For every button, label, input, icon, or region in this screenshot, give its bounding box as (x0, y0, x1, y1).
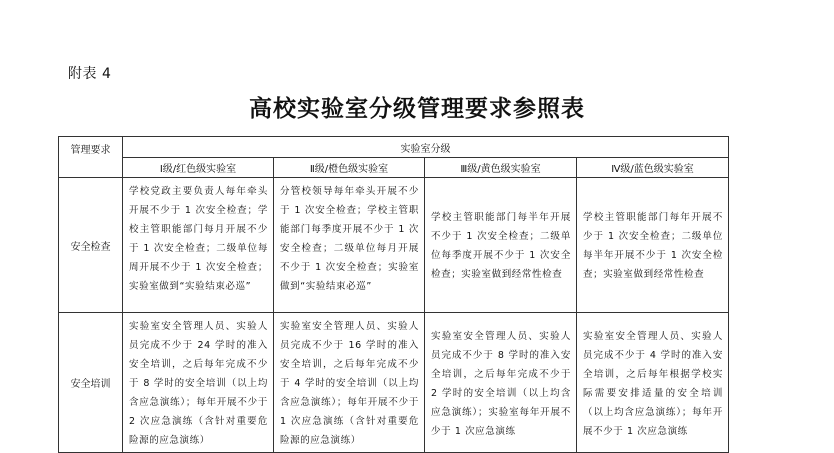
table-cell: 学校党政主要负责人每年牵头开展不少于 1 次安全检查；学校主管职能部门每月开展不少于 1 次安全检查；二级单位每周开展不少于 1 次安全检查；实验室做到“实验结束必巡” (123, 178, 274, 313)
row-label-safety-training: 安全培训 (59, 313, 123, 453)
annex-label: 附表 4 (68, 66, 112, 82)
table-row (59, 313, 729, 453)
requirements-table (58, 136, 729, 453)
column-header-level-3: Ⅲ级/黄色级实验室 (425, 158, 577, 178)
column-header-level-1: Ⅰ级/红色级实验室 (123, 158, 274, 178)
table-cell: 学校主管职能部门每半年开展不少于 1 次安全检查；二级单位每季度开展不少于 1 次安全检查；实验室做到经常性检查 (425, 178, 577, 313)
table-cell: 分管校领导每年牵头开展不少于 1 次安全检查；学校主管职能部门每季度开展不少于 1 次安全检查；二级单位每月开展不少于 1 次安全检查；实验室做到“实验结束必巡” (274, 178, 425, 313)
column-header-level-4: Ⅳ级/蓝色级实验室 (577, 158, 729, 178)
document-title: 高校实验室分级管理要求参照表 (249, 95, 585, 122)
corner-header: 管理要求 (59, 137, 123, 178)
column-header-level-2: Ⅱ级/橙色级实验室 (274, 158, 425, 178)
table-cell: 实验室安全管理人员、实验人员完成不少于 16 学时的准入安全培训，之后每年完成不少于 4 学时的安全培训（以上均含应急演练）；每年开展不少于 1 次应急演练（含针对重要危险源的应急演练） (274, 313, 425, 453)
table-cell: 实验室安全管理人员、实验人员完成不少于 24 学时的准入安全培训，之后每年完成不少于 8 学时的安全培训（以上均含应急演练）；每年开展不少于 2 次应急演练（含针对重要危险源的应急演练） (123, 313, 274, 453)
table-row (59, 178, 729, 313)
row-label-safety-check: 安全检查 (59, 178, 123, 313)
table-subheader-row (59, 158, 729, 178)
table-cell: 学校主管职能部门每年开展不少于 1 次安全检查；二级单位每半年开展不少于 1 次安全检查；实验室做到经常性检查 (577, 178, 729, 313)
group-header: 实验室分级 (123, 137, 729, 158)
table-cell: 实验室安全管理人员、实验人员完成不少于 4 学时的准入安全培训，之后每年根据学校实际需要安排适量的安全培训（以上均含应急演练）；每年开展不少于 1 次应急演练 (577, 313, 729, 453)
table-cell: 实验室安全管理人员、实验人员完成不少于 8 学时的准入安全培训，之后每年完成不少于 2 学时的安全培训（以上均含应急演练）；实验室每年开展不少于 1 次应急演练 (425, 313, 577, 453)
table-header-row (59, 137, 729, 158)
